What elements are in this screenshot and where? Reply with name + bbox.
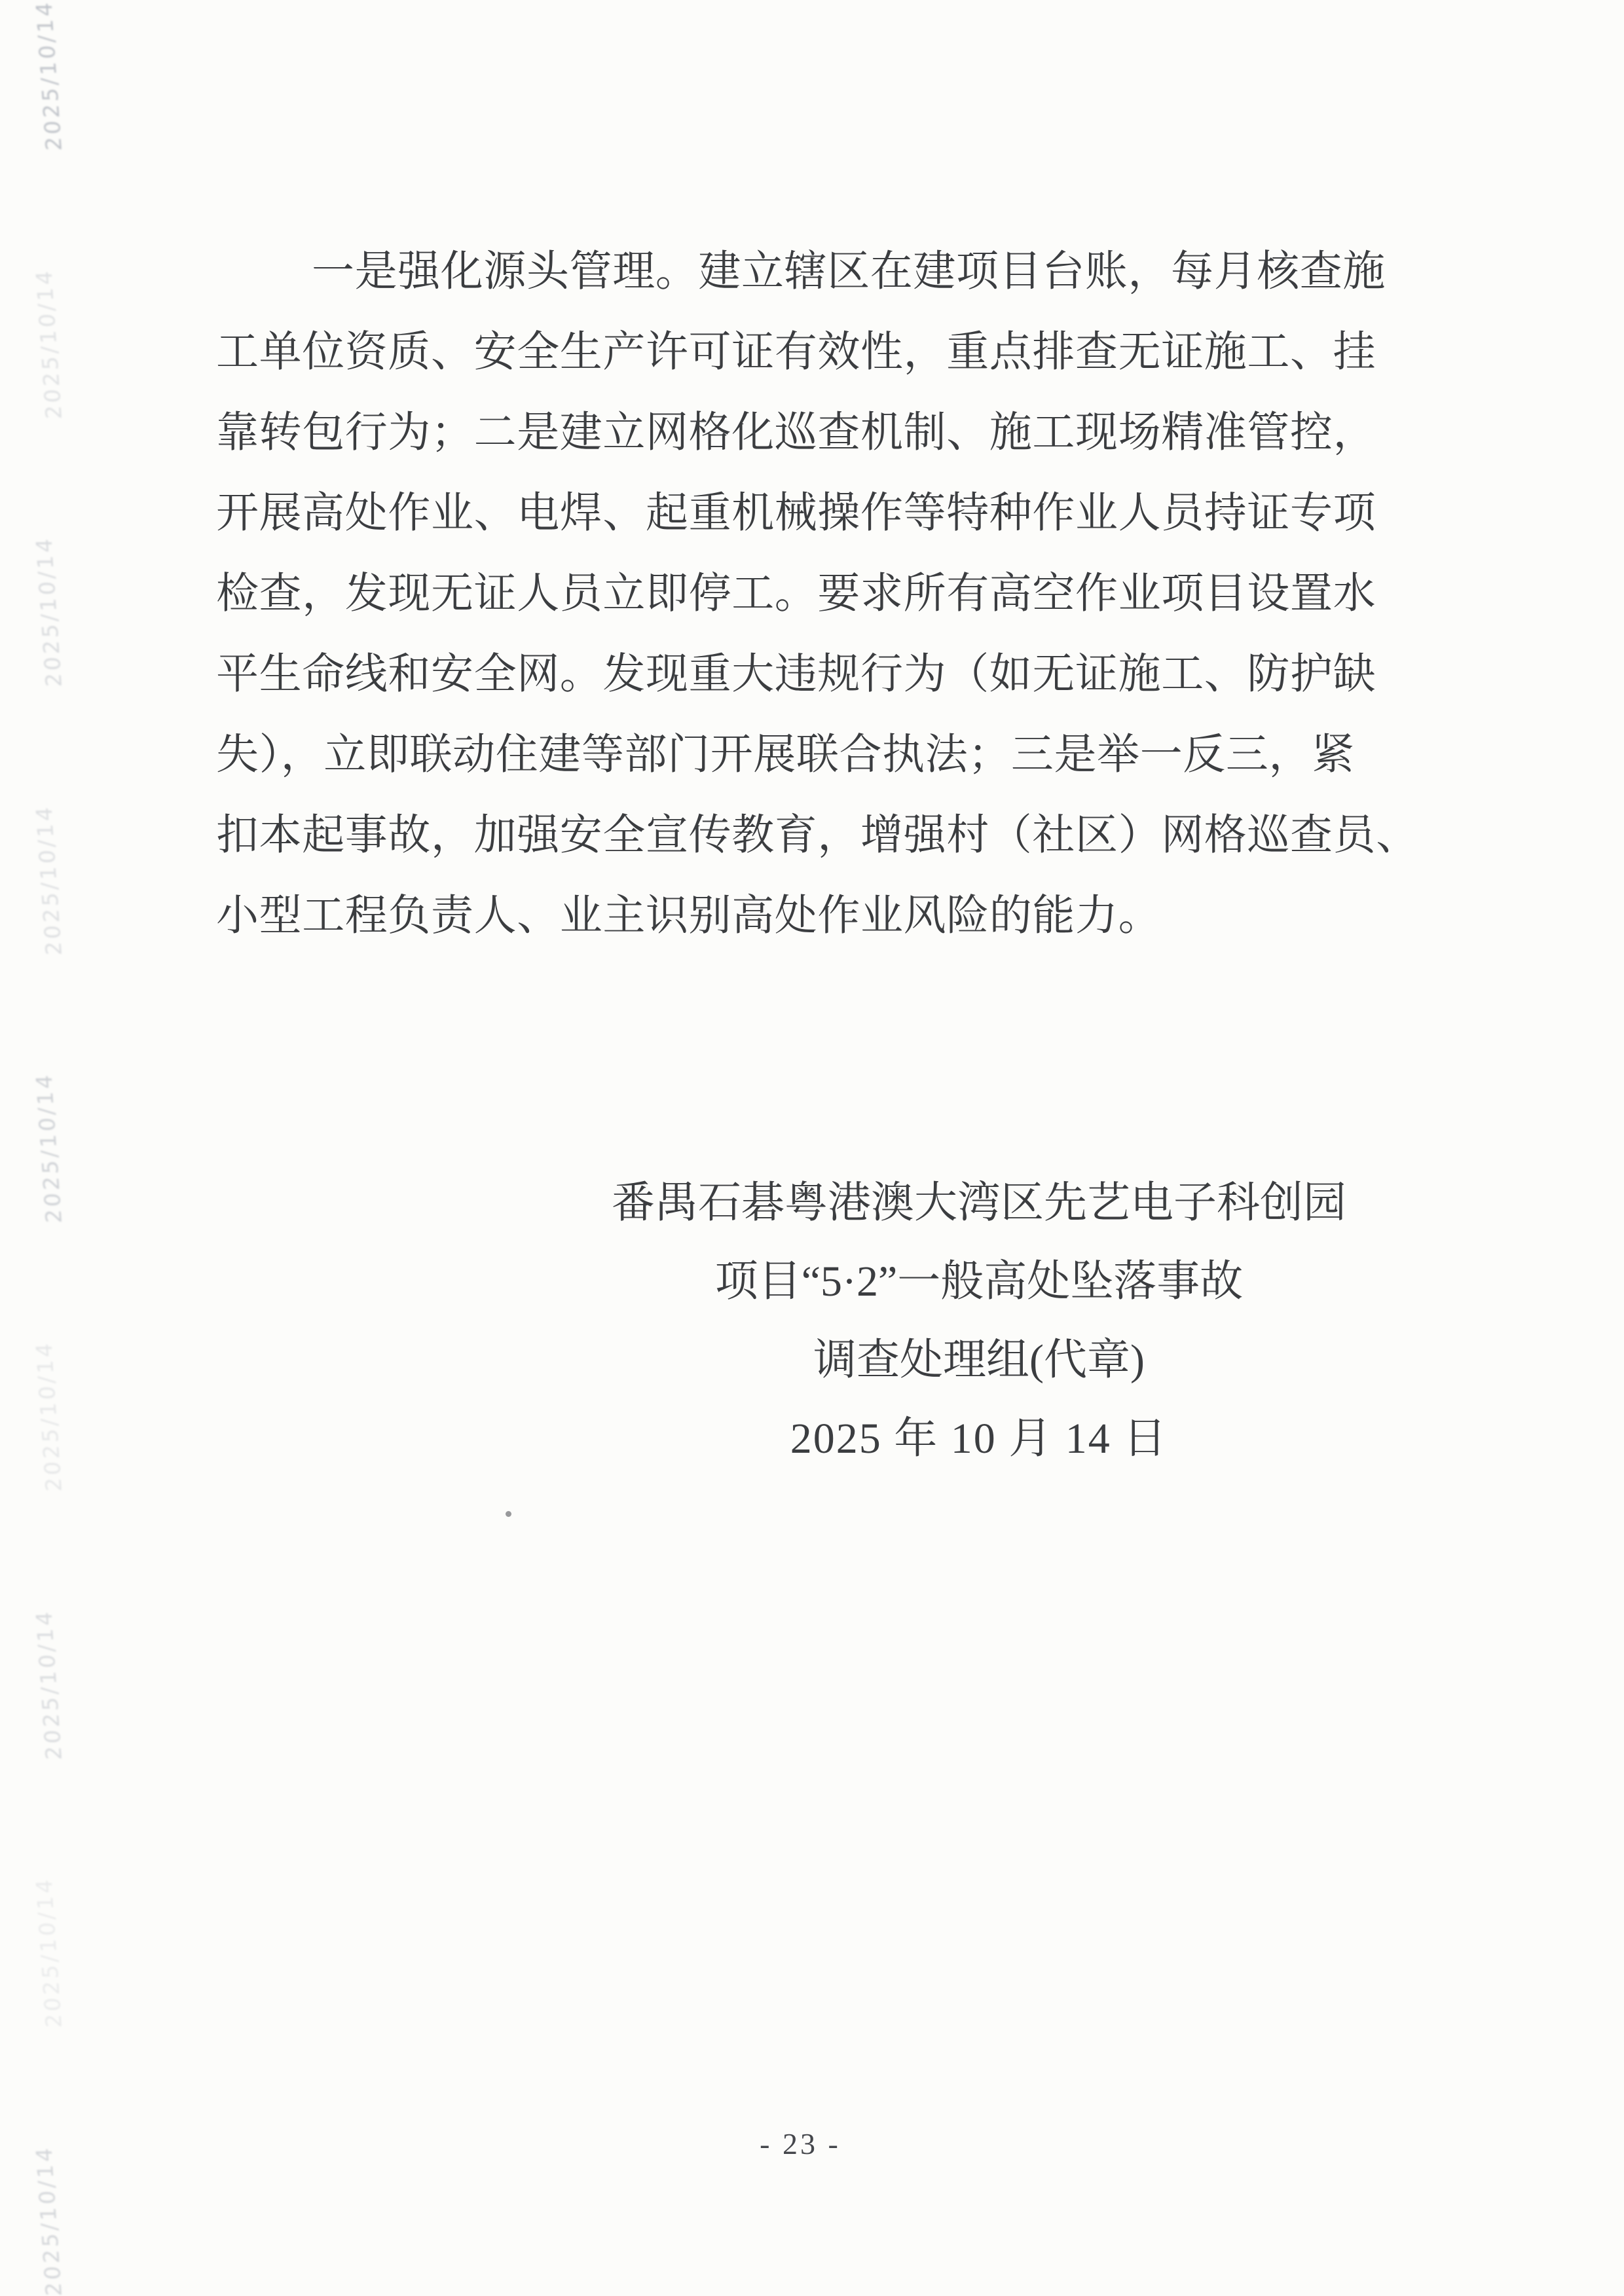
signature-block (498, 1164, 1460, 1478)
watermark-stamp: 2025/10/14 (30, 268, 67, 419)
watermark-stamp: 2025/10/14 (30, 1072, 67, 1224)
watermark-stamp: 2025/10/14 (30, 0, 67, 151)
paragraph-line: 平生命线和安全网。发现重大违规行为（如无证施工、防护缺 (216, 651, 1376, 698)
watermark-stamp: 2025/10/14 (30, 1877, 67, 2028)
watermark-stamp: 2025/10/14 (30, 1609, 67, 1760)
paragraph-line: 开展高处作业、电焊、起重机械操作等特种作业人员持证专项 (216, 490, 1376, 537)
paragraph-line: 失），立即联动住建等部门开展联合执法；三是举一反三，紧 (216, 731, 1355, 778)
signature-org-line-2: 项目“5·2”一般高处坠落事故 (714, 1258, 1244, 1305)
signature-date: 2025 年 10 月 14 日 (790, 1415, 1168, 1463)
paragraph-line: 工单位资质、安全生产许可证有效性，重点排查无证施工、挂 (216, 329, 1376, 376)
page-number: - 23 - (760, 2127, 841, 2160)
paragraph-line: 一是强化源头管理。建立辖区在建项目台账，每月核查施 (312, 248, 1386, 295)
signature-org-line-3: 调查处理组(代章) (813, 1336, 1145, 1384)
signature-org-line-1: 番禺石碁粤港澳大湾区先艺电子科创园 (612, 1179, 1346, 1227)
watermark-stamp: 2025/10/14 (30, 2145, 67, 2296)
paragraph-line: 检查，发现无证人员立即停工。要求所有高空作业项目设置水 (216, 570, 1376, 617)
watermark-stamp: 2025/10/14 (30, 804, 67, 955)
watermark-stamp: 2025/10/14 (30, 1340, 67, 1492)
scanner-timestamp-watermark (25, 0, 72, 2296)
paragraph-line: 小型工程负责人、业主识别高处作业风险的能力。 (216, 892, 1162, 939)
paragraph-line: 扣本起事故，加强安全宣传教育，增强村（社区）网格巡查员、 (216, 812, 1419, 859)
paragraph-line: 靠转包行为；二是建立网格化巡查机制、施工现场精准管控， (216, 409, 1376, 456)
watermark-stamp: 2025/10/14 (30, 536, 67, 687)
scan-ink-dot (506, 1511, 511, 1517)
report-paragraph (216, 232, 1419, 957)
